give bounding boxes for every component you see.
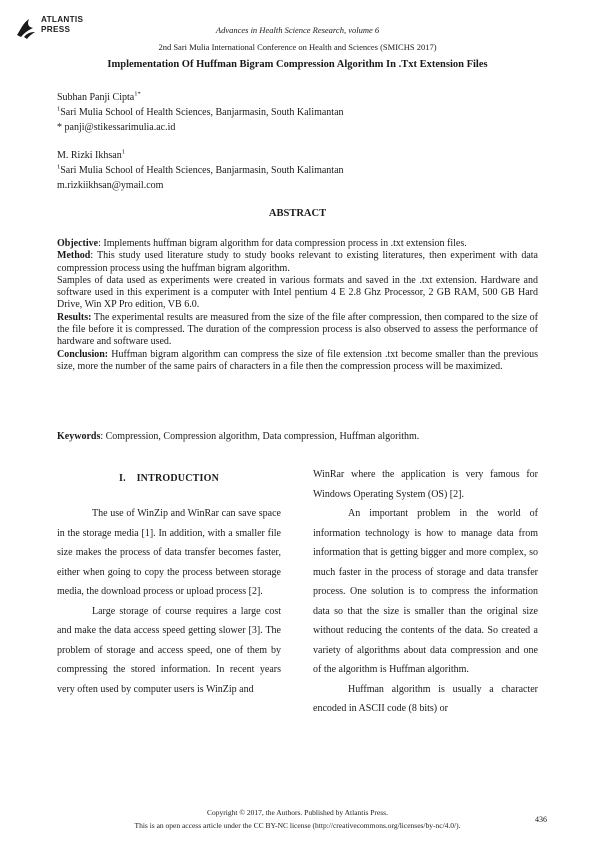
conference-title: 2nd Sari Mulia International Conference on Health and Sciences (SMICHS 2017) bbox=[158, 42, 437, 52]
logo-line-1: ATLANTIS bbox=[41, 15, 84, 24]
author-email: m.rizkiikhsan@ymail.com bbox=[57, 180, 164, 191]
abstract-samples: Samples of data used as experiments were created in various formats and saved in the .txt extension. Hardware and software used in this experiment is a computer with Intel pentium 4 E 2.8 Ghz Processor, 2 GB RAM, 500 GB Hard Drive, Win XP Pro edition, VB 6.0. bbox=[57, 274, 538, 311]
author-name: Subhan Panji Cipta$^{1*}$ bbox=[57, 90, 141, 103]
logo-line-2: PRESS bbox=[41, 25, 71, 34]
paragraph: The use of WinZip and WinRar can save space in the storage media [1]. In addition, with a smaller file size makes the process of data transfer becomes faster, either when going to copy the process between storage media, the download process or upload process [2]. bbox=[57, 508, 281, 597]
page-number: 436 bbox=[535, 815, 547, 824]
section-heading-introduction: I. INTRODUCTION bbox=[118, 473, 219, 484]
keywords: Keywords: Compression, Compression algorithm, Data compression, Huffman algorithm. bbox=[57, 431, 420, 442]
abstract-results: Results: The experimental results are measured from the size of the file after compression, then compared to the size of the file before it is compressed. The duration of the compression process is also observed to assess the performance of hardware and software used. bbox=[57, 311, 538, 348]
author-affiliation: $^1$Sari Mulia School of Health Sciences, Banjarmasin, South Kalimantan bbox=[57, 105, 344, 118]
abstract-heading: ABSTRACT bbox=[268, 208, 327, 219]
right-column bbox=[313, 465, 538, 719]
paragraph: Huffman algorithm is usually a character encoded in ASCII code (8 bits) or bbox=[313, 683, 538, 714]
paragraph: Large storage of course requires a large cost and make the data access speed getting slower [3]. The problem of storage and access speed, one of them by compressing the stored information. In recent years very often used by computer users is WinZip and bbox=[57, 605, 281, 695]
abstract-method: Method: This study used literature study to study books relevant to existing literatures, then experiment with data compression process using the huffman bigram algorithm. bbox=[57, 250, 538, 274]
author-block-1 bbox=[57, 90, 537, 135]
abstract-body bbox=[57, 238, 538, 373]
left-column bbox=[57, 504, 281, 699]
author-affiliation: $^1$Sari Mulia School of Health Sciences, Banjarmasin, South Kalimantan bbox=[57, 163, 344, 176]
paragraph-continued: WinRar where the application is very famous for Windows Operating System (OS) [2]. bbox=[313, 469, 538, 500]
journal-title: Advances in Health Science Research, volume 6 bbox=[215, 25, 380, 35]
abstract-conclusion: Conclusion: Huffman bigram algorithm can compress the size of file extension .txt become smaller than the previous size, more the number of the same pairs of characters in a file then the compression process will be maximized. bbox=[57, 348, 538, 372]
author-email: * panji@stikessarimulia.ac.id bbox=[57, 122, 176, 133]
footer-copyright: Copyright © 2017, the Authors. Published by Atlantis Press. bbox=[207, 808, 388, 817]
abstract-objective: Objective: Implements huffman bigram algorithm for data compression process in .txt extension files. bbox=[57, 238, 467, 249]
author-block-2 bbox=[57, 148, 537, 193]
paper-title: Implementation Of Huffman Bigram Compression Algorithm In .Txt Extension Files bbox=[107, 59, 488, 70]
footer-license: This is an open access article under the CC BY-NC license (http://creativecommons.org/licenses/by-nc/4.0/). bbox=[134, 821, 461, 830]
paragraph: An important problem in the world of information technology is how to manage data from information that is getting bigger and more complex, so much faster in the process of storage and data transfer process. One solution is to compress the information data so that the size is smaller than the original size without reducing the contents of the data. So created a variety of algorithms about data compression and one of the algorithm is Huffman algorithm. bbox=[313, 508, 538, 675]
author-name: M. Rizki Ikhsan$^1$ bbox=[57, 148, 125, 161]
